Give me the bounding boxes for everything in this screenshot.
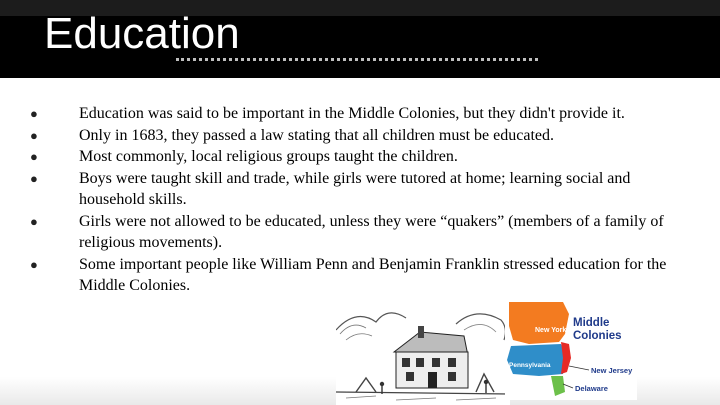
map-label-pennsylvania: Pennsylvania xyxy=(509,362,551,369)
bullet-dot: ● xyxy=(30,213,38,229)
bullet-text: Some important people like William Penn and Benjamin Franklin stressed education for the Middle Colonies. xyxy=(79,255,667,294)
map-label-new-jersey: New Jersey xyxy=(591,366,633,375)
bullet-text: Most commonly, local religious groups taught the children. xyxy=(79,148,458,165)
bullet-text: Boys were taught skill and trade, while girls were tutored at home; learning social and household skills. xyxy=(79,169,631,208)
bullet-dot: ● xyxy=(30,106,38,121)
bullet-dot: ● xyxy=(30,170,38,186)
slide-title: Education xyxy=(44,9,240,58)
bullet-item xyxy=(30,211,690,254)
map-title-line1: Middle xyxy=(573,317,610,329)
map-label-delaware: Delaware xyxy=(575,384,608,393)
bullet-dot: ● xyxy=(30,149,38,164)
slide-header xyxy=(0,0,720,78)
map-title-line2: Colonies xyxy=(573,330,622,342)
bullet-text: Only in 1683, they passed a law stating that all children must be educated. xyxy=(79,126,554,144)
bullet-text: Education was said to be important in the Middle Colonies, but they didn't provide it. xyxy=(79,105,625,122)
colonial-house-illustration xyxy=(336,300,510,405)
new-york-region xyxy=(509,302,569,344)
pennsylvania-region xyxy=(507,344,565,376)
bullet-item xyxy=(30,103,690,125)
bullet-item xyxy=(30,254,690,297)
title-dotted-rule xyxy=(176,58,538,61)
bullet-item xyxy=(30,168,690,211)
map-label-new-york: New York xyxy=(535,327,567,334)
bullet-text: Girls were not allowed to be educated, unless they were “quakers” (members of a family of religious movements). xyxy=(79,212,664,251)
bullet-item xyxy=(30,146,690,168)
bullet-item xyxy=(30,125,690,147)
middle-colonies-map xyxy=(505,300,637,400)
bullet-dot: ● xyxy=(30,127,38,143)
bullet-dot: ● xyxy=(30,256,38,272)
bullet-list xyxy=(30,103,690,297)
